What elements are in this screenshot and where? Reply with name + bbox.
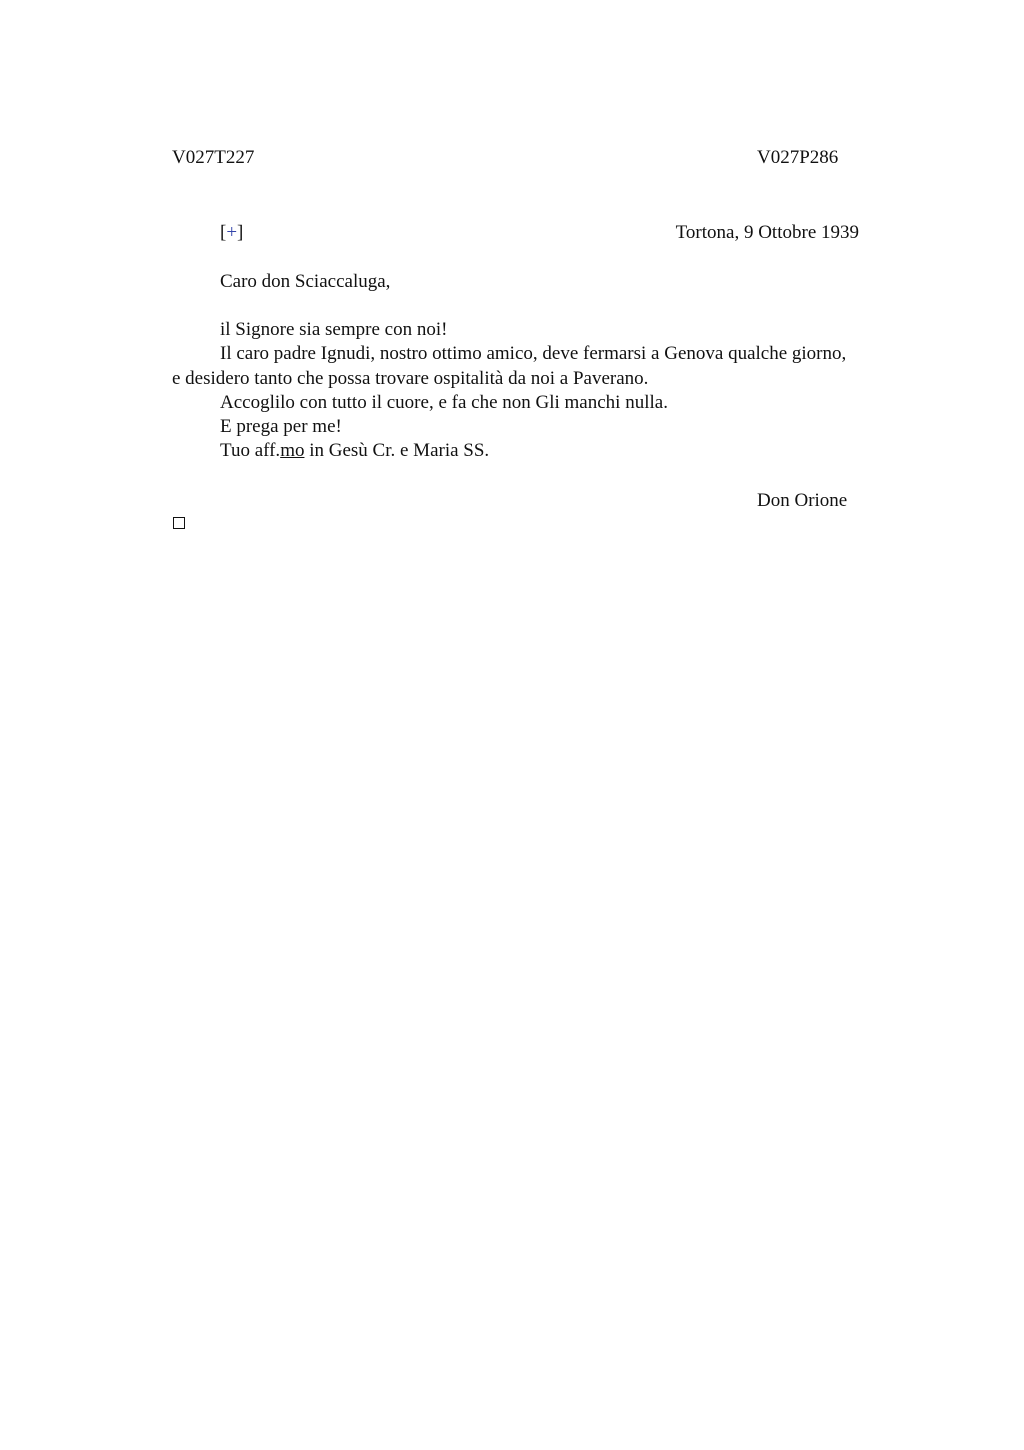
closing-prefix: Tuo aff.	[220, 440, 281, 462]
letter-line: e desidero tanto che possa trovare ospitalità da noi a Paverano.	[172, 367, 649, 389]
letter-closing	[172, 439, 912, 463]
cross-icon: +	[226, 222, 238, 243]
letter-body	[172, 318, 912, 464]
letter-line: E prega per me!	[220, 416, 342, 438]
letter-signature: Don Orione	[757, 490, 848, 511]
document-reference-right: V027P286	[757, 147, 839, 168]
letter-line: Il caro padre Ignudi, nostro ottimo amico, deve fermarsi a Genova qualche giorno,	[220, 343, 847, 365]
empty-square-icon	[173, 517, 185, 529]
closing-superscript-abbrev: mo	[280, 440, 305, 462]
letter-line: Accoglilo con tutto il cuore, e fa che non Gli manchi nulla.	[220, 391, 668, 413]
cross-bracket-open: [	[220, 222, 227, 243]
cross-mark	[220, 221, 243, 245]
document-reference-left: V027T227	[172, 147, 255, 168]
letter-line: il Signore sia sempre con noi!	[220, 319, 448, 340]
cross-bracket-close: ]	[237, 222, 244, 243]
letter-date: Tortona, 9 Ottobre 1939	[675, 222, 859, 243]
letter-salutation: Caro don Sciaccaluga,	[220, 271, 391, 292]
closing-suffix: in Gesù Cr. e Maria SS.	[304, 440, 490, 462]
